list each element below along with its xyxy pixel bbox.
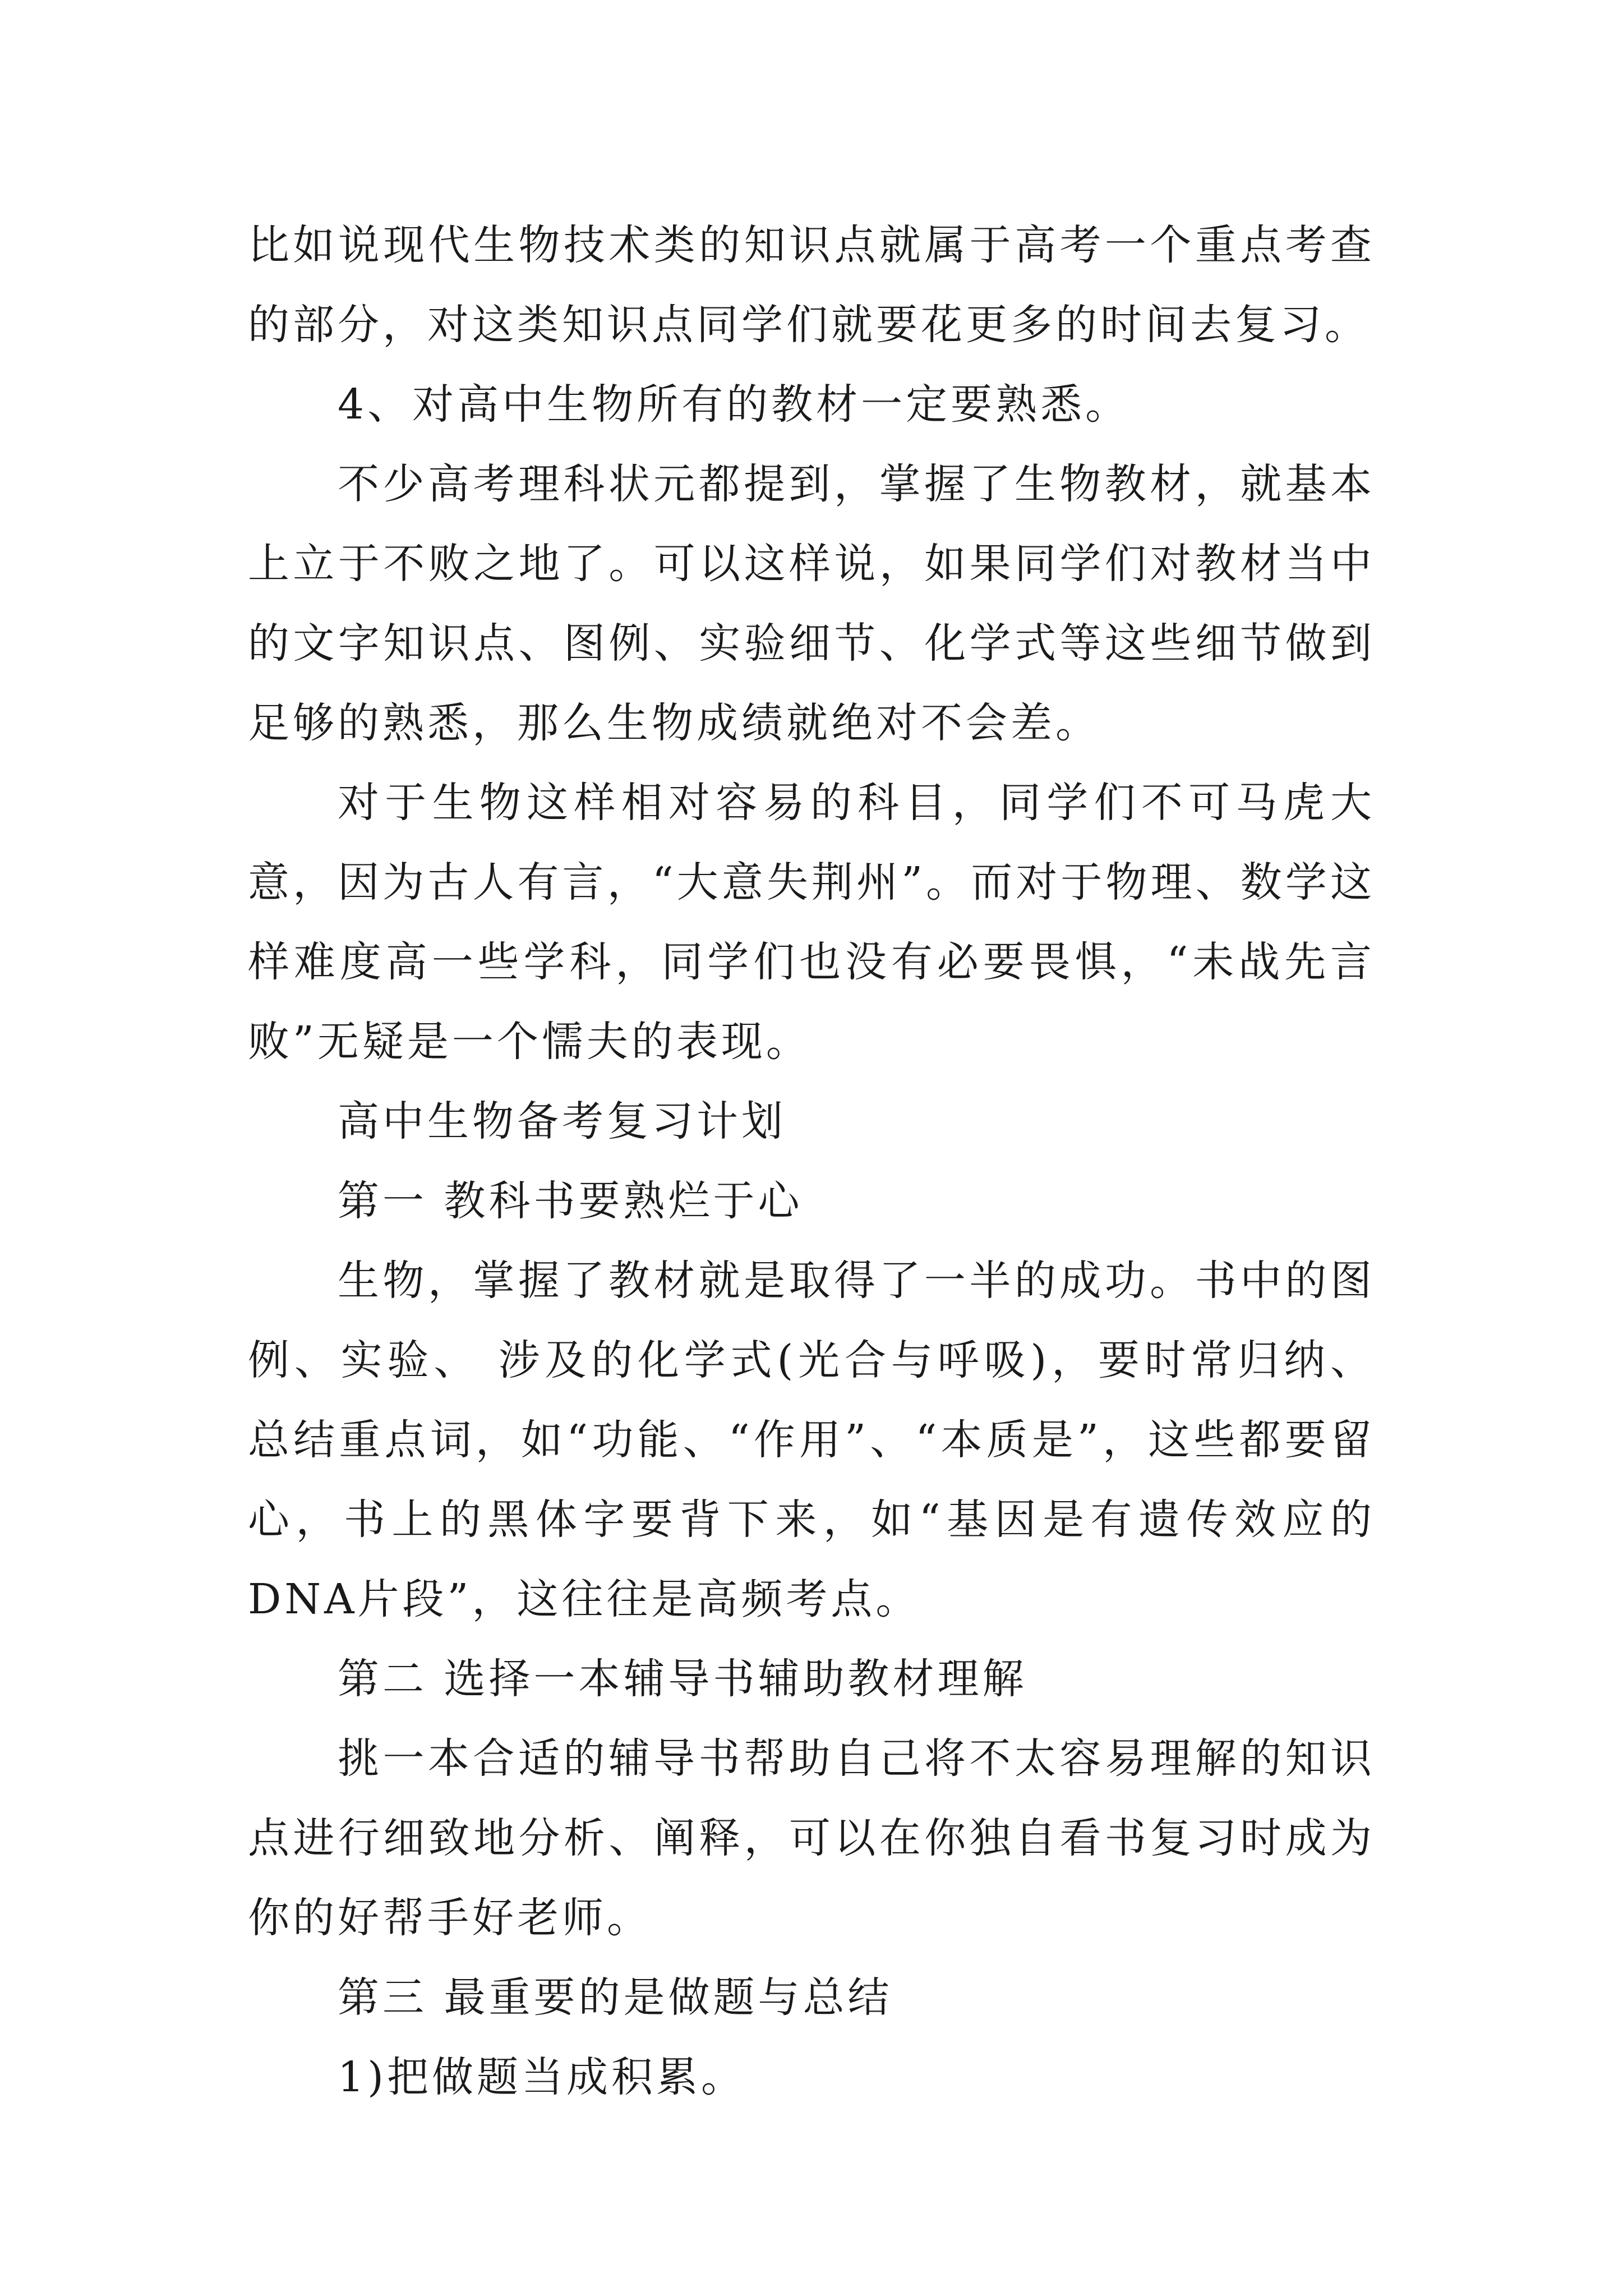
subheading-third: 第三 最重要的是做题与总结 — [338, 1973, 893, 2022]
paragraph-1: 比如说现代生物技术类的知识点就属于高考一个重点考查的部分，对这类知识点同学们就要花更多的时间去复习。 — [248, 221, 1375, 349]
paragraph-9: 挑一本合适的辅导书帮助自己将不太容易理解的知识点进行细致地分析、阐释，可以在你独自看书复习时成为你的好帮手好老师。 — [248, 1734, 1375, 1942]
section-heading: 高中生物备考复习计划 — [338, 1097, 786, 1145]
document-body — [248, 205, 1375, 2117]
paragraph-4: 对于生物这样相对容易的科目，同学们不可马虎大意，因为古人有言，“大意失荆州”。而对于物理、数学这样难度高一些学科，同学们也没有必要畏惧，“未战先言败”无疑是一个懦夫的表现。 — [248, 779, 1375, 1066]
paragraph-2: 4、对高中生物所有的教材一定要熟悉。 — [338, 380, 1131, 429]
paragraph-3: 不少高考理科状元都提到，掌握了生物教材，就基本上立于不败之地了。可以这样说，如果同学们对教材当中的文字知识点、图例、实验细节、化学式等这些细节做到足够的熟悉，那么生物成绩就绝对不会差。 — [248, 460, 1375, 747]
subheading-second: 第二 选择一本辅导书辅助教材理解 — [338, 1655, 1027, 1703]
subheading-first: 第一 教科书要熟烂于心 — [338, 1177, 803, 1225]
list-item-1: 1)把做题当成积累。 — [338, 2053, 746, 2101]
paragraph-7: 生物，掌握了教材就是取得了一半的成功。书中的图例、实验、 涉及的化学式(光合与呼吸)，要时常归纳、总结重点词，如“功能、“作用”、“本质是”，这些都要留心，书上的黑体字要背下来，如“基因是有遗传效应的DNA片段”，这往往是高频考点。 — [248, 1257, 1375, 1623]
